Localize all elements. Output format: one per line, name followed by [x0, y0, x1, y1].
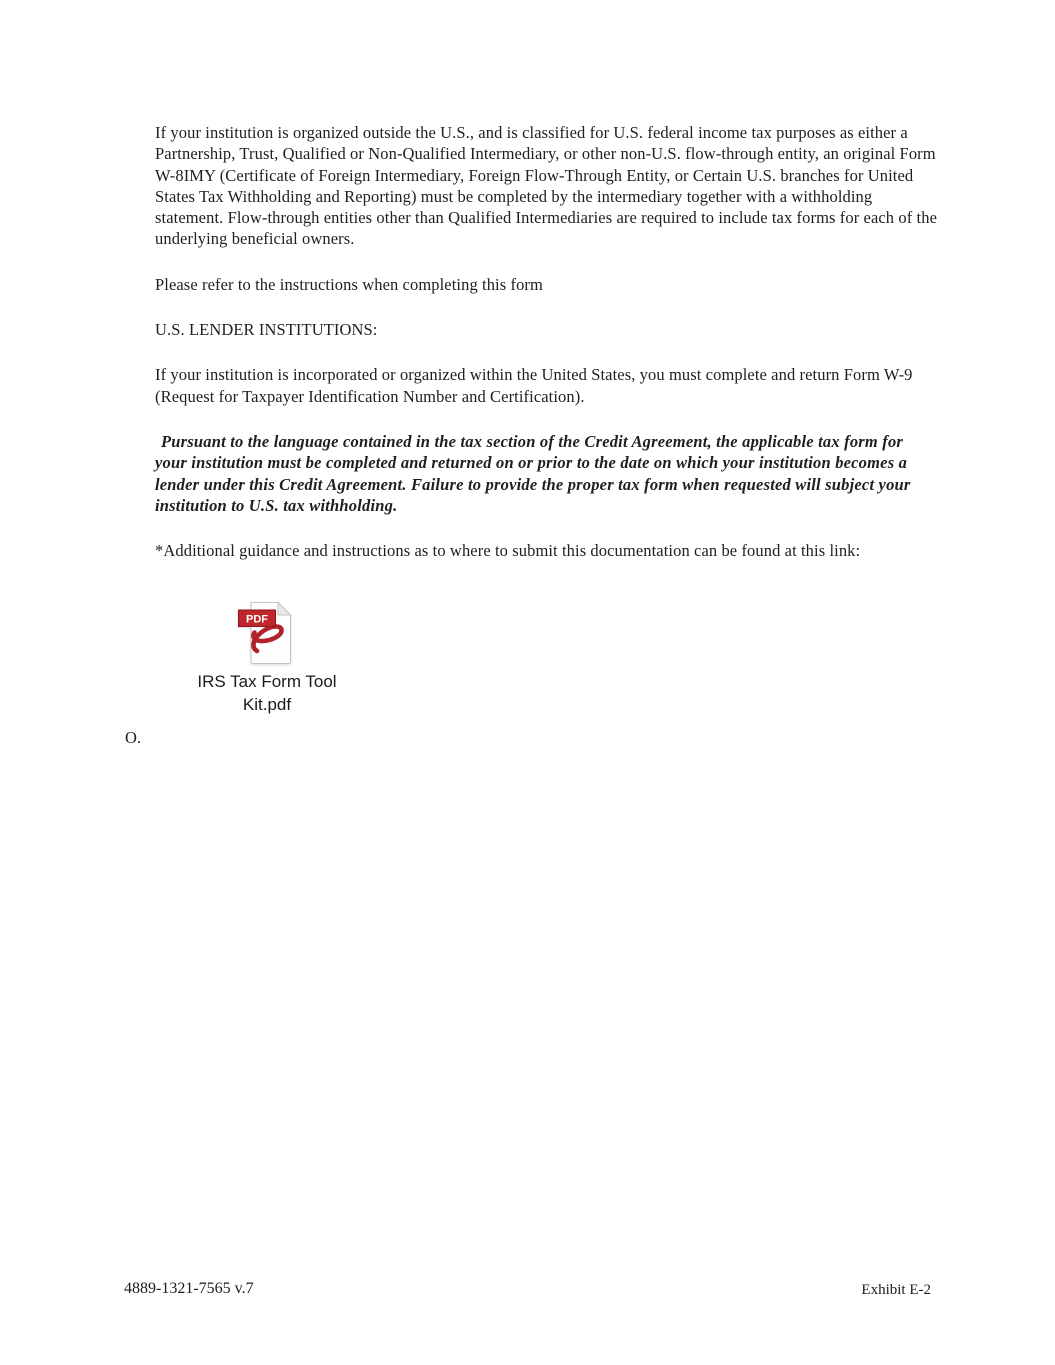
paragraph-foreign-institutions: If your institution is organized outside the U.S., and is classified for U.S. federal income tax purposes as either a Partnership, Trust, Qualified or Non-Qualified Intermediary, or other non-U.S. flow-through entity, an original Form W-8IMY (Certificate of Foreign Intermediary, Foreign Flow-Through Entity, or Certain U.S. branches for United States Tax Withholding and Reporting) must be completed by the intermediary together with a withholding statement. Flow-through entities other than Qualified Intermediaries are required to include tax forms for each of the underlying beneficial owners.: [155, 123, 937, 249]
footer-document-id: 4889-1321-7565 v.7: [124, 1280, 254, 1297]
footer-exhibit-label: Exhibit E-2: [861, 1282, 931, 1298]
pdf-filename[interactable]: [167, 670, 367, 716]
paragraph-additional-guidance: *Additional guidance and instructions as to where to submit this documentation can be found at this link:: [155, 541, 861, 561]
list-marker-o: O.: [125, 728, 142, 747]
paragraph-credit-agreement-notice: Pursuant to the language contained in the tax section of the Credit Agreement, the applicable tax form for your institution must be completed and returned on or prior to the date on which your institution becomes a lender under this Credit Agreement. Failure to provide the proper tax form when requested will subject your institution to U.S. tax withholding.: [155, 431, 911, 515]
paragraph-instructions-note: Please refer to the instructions when completing this form: [155, 274, 543, 294]
pdf-badge-text: PDF: [246, 614, 268, 627]
document-body: [155, 122, 937, 716]
pdf-page-fold: [278, 603, 291, 616]
pdf-filename-line2[interactable]: Kit.pdf: [242, 695, 292, 715]
pdf-attachment: [167, 601, 367, 716]
pdf-filename-line1[interactable]: IRS Tax Form Tool: [197, 672, 337, 692]
paragraph-us-institutions: If your institution is incorporated or organized within the United States, you must complete and return Form W-9 (Request for Taxpayer Identification Number and Certification).: [155, 365, 913, 406]
heading-us-lender-institutions: U.S. LENDER INSTITUTIONS:: [155, 320, 378, 340]
pdf-file-icon[interactable]: [238, 601, 296, 665]
